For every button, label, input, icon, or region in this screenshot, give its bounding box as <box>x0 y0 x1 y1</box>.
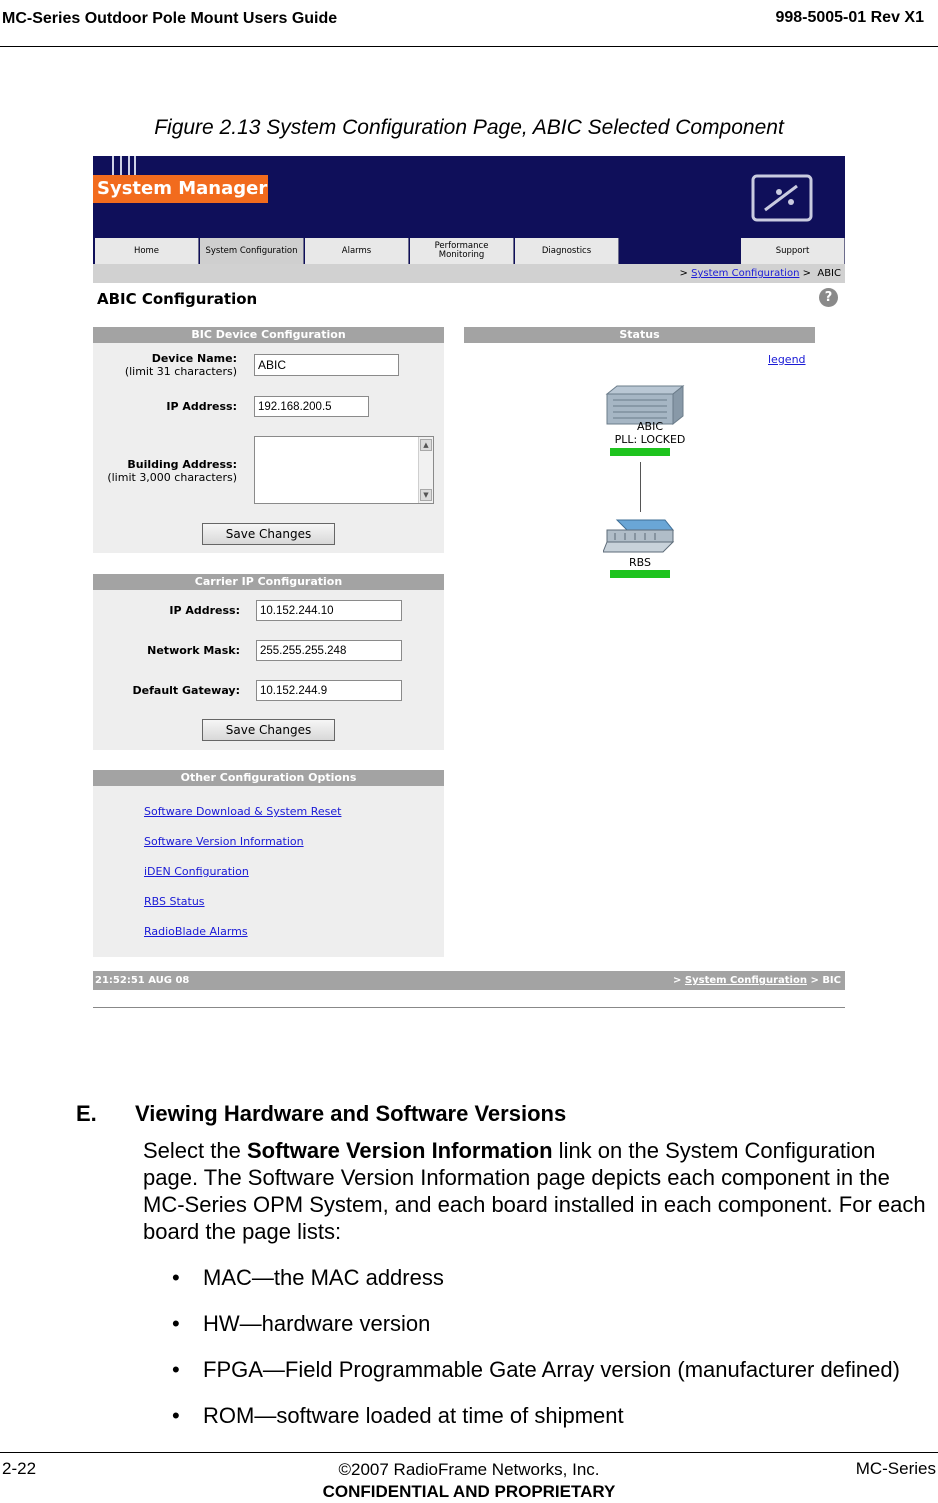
carrier-ip-field[interactable]: 10.152.244.10 <box>256 600 402 621</box>
building-address-label-text: Building Address: <box>127 458 237 471</box>
breadcrumb-separator: > <box>679 268 688 279</box>
network-mask-field[interactable]: 255.255.255.248 <box>256 640 402 661</box>
header-doc-number: 998-5005-01 Rev X1 <box>775 9 924 26</box>
abic-label: ABIC <box>637 420 663 433</box>
tab-alarms[interactable]: Alarms <box>305 238 409 264</box>
panel-title: Status <box>464 327 815 343</box>
ip-address-field[interactable]: 192.168.200.5 <box>254 396 369 417</box>
timestamp: 21:52:51 AUG 08 <box>95 975 190 986</box>
network-mask-label: Network Mask: <box>147 644 240 657</box>
help-icon[interactable]: ? <box>819 288 838 307</box>
header-title: MC-Series Outdoor Pole Mount Users Guide <box>2 10 338 27</box>
rbs-label: RBS <box>629 556 651 569</box>
building-address-textarea[interactable] <box>254 436 434 504</box>
connection-line <box>640 462 641 512</box>
copyright-line: ©2007 RadioFrame Networks, Inc. <box>338 1460 600 1479</box>
scroll-down-icon[interactable]: ▼ <box>420 489 432 501</box>
nav-tabs <box>93 238 845 264</box>
para-bold-term: Software Version Information <box>246 1138 553 1163</box>
building-address-limit: (limit 3,000 characters) <box>107 471 237 484</box>
bullet-item <box>172 1311 430 1337</box>
rbs-status-bar <box>610 570 670 578</box>
page-number: 2-22 <box>2 1459 37 1478</box>
system-manager-logo: System Manager <box>93 175 268 203</box>
bullet-item <box>172 1265 444 1291</box>
link-iden-configuration[interactable]: iDEN Configuration <box>144 865 249 878</box>
default-gateway-field[interactable]: 10.152.244.9 <box>256 680 402 701</box>
other-config-options-panel <box>93 770 444 957</box>
section-number: E. <box>76 1101 97 1126</box>
breadcrumb-separator: > <box>802 268 811 279</box>
section-paragraph <box>143 1137 933 1245</box>
tab-support[interactable]: Support <box>741 238 845 264</box>
figure-caption: Figure 2.13 System Configuration Page, ABIC Selected Component <box>154 116 784 139</box>
rbs-unit-icon[interactable] <box>603 518 675 556</box>
scroll-up-icon[interactable]: ▲ <box>420 439 432 451</box>
breadcrumb-separator: > <box>810 975 819 986</box>
bullet-text: HW—hardware version <box>203 1311 431 1336</box>
carrier-ip-config-panel <box>93 574 444 750</box>
device-name-limit: (limit 31 characters) <box>124 365 237 378</box>
device-name-label-text: Device Name: <box>151 352 237 365</box>
bullet-text: ROM—software loaded at time of shipment <box>203 1403 624 1428</box>
bullet-icon: • <box>172 1311 180 1336</box>
breadcrumb-separator: > <box>673 975 682 986</box>
panel-title: BIC Device Configuration <box>93 327 444 343</box>
link-radioblade-alarms[interactable]: RadioBlade Alarms <box>144 925 248 938</box>
ip-address-label: IP Address: <box>166 400 237 413</box>
footer-breadcrumb <box>673 971 841 990</box>
breadcrumb-link-system-configuration[interactable]: System Configuration <box>691 268 800 279</box>
carrier-ip-label: IP Address: <box>169 604 240 617</box>
legend-link[interactable]: legend <box>768 353 806 366</box>
page-title: ABIC Configuration <box>97 290 258 308</box>
panel-title: Other Configuration Options <box>93 770 444 786</box>
breadcrumb <box>93 264 845 283</box>
footer-status-bar <box>93 971 845 990</box>
app-banner <box>93 156 845 238</box>
figure-screenshot <box>93 156 845 1008</box>
footer-rule <box>0 1452 938 1453</box>
building-address-label <box>97 458 237 484</box>
panel-title: Carrier IP Configuration <box>93 574 444 590</box>
device-name-label <box>97 352 237 378</box>
bic-device-config-panel <box>93 327 444 553</box>
section-title: Viewing Hardware and Software Versions <box>135 1101 567 1126</box>
bullet-icon: • <box>172 1357 180 1382</box>
link-software-download[interactable]: Software Download & System Reset <box>144 805 342 818</box>
footer-breadcrumb-current: BIC <box>822 975 841 986</box>
link-rbs-status[interactable]: RBS Status <box>144 895 205 908</box>
tab-performance-monitoring[interactable]: Performance Monitoring <box>410 238 514 264</box>
abic-pll-status: PLL: LOCKED <box>614 433 686 446</box>
brand-icon <box>749 172 815 224</box>
save-changes-button[interactable]: Save Changes <box>202 523 335 545</box>
bullet-icon: • <box>172 1265 180 1290</box>
header-rule <box>0 46 938 47</box>
confidential-line: CONFIDENTIAL AND PROPRIETARY <box>322 1482 616 1501</box>
link-software-version-information[interactable]: Software Version Information <box>144 835 304 848</box>
footer-copyright <box>0 1459 938 1503</box>
bullet-item <box>172 1403 624 1429</box>
section-heading <box>76 1101 566 1127</box>
para-text: Select the <box>143 1138 247 1163</box>
tab-home[interactable]: Home <box>95 238 199 264</box>
para-text: link on the System Configuration page. The Software Version Information page depicts each component in the MC-Series OPM System, and each board installed in each component. For each board the page lists: <box>143 1138 926 1244</box>
bullet-item <box>172 1357 900 1383</box>
tab-diagnostics[interactable]: Diagnostics <box>515 238 619 264</box>
bullet-text: MAC—the MAC address <box>203 1265 444 1290</box>
abic-status-bar <box>610 448 670 456</box>
bullet-text: FPGA—Field Programmable Gate Array version (manufacturer defined) <box>203 1357 900 1382</box>
breadcrumb-current: ABIC <box>817 268 841 279</box>
footer-product: MC-Series <box>855 1459 936 1478</box>
status-panel <box>464 327 815 343</box>
device-name-field[interactable]: ABIC <box>254 354 399 376</box>
footer-breadcrumb-link[interactable]: System Configuration <box>684 975 807 986</box>
textarea-scrollbar[interactable] <box>418 437 433 503</box>
bullet-icon: • <box>172 1403 180 1428</box>
save-changes-button[interactable]: Save Changes <box>202 719 335 741</box>
default-gateway-label: Default Gateway: <box>132 684 240 697</box>
tab-system-configuration[interactable]: System Configuration <box>200 238 304 264</box>
